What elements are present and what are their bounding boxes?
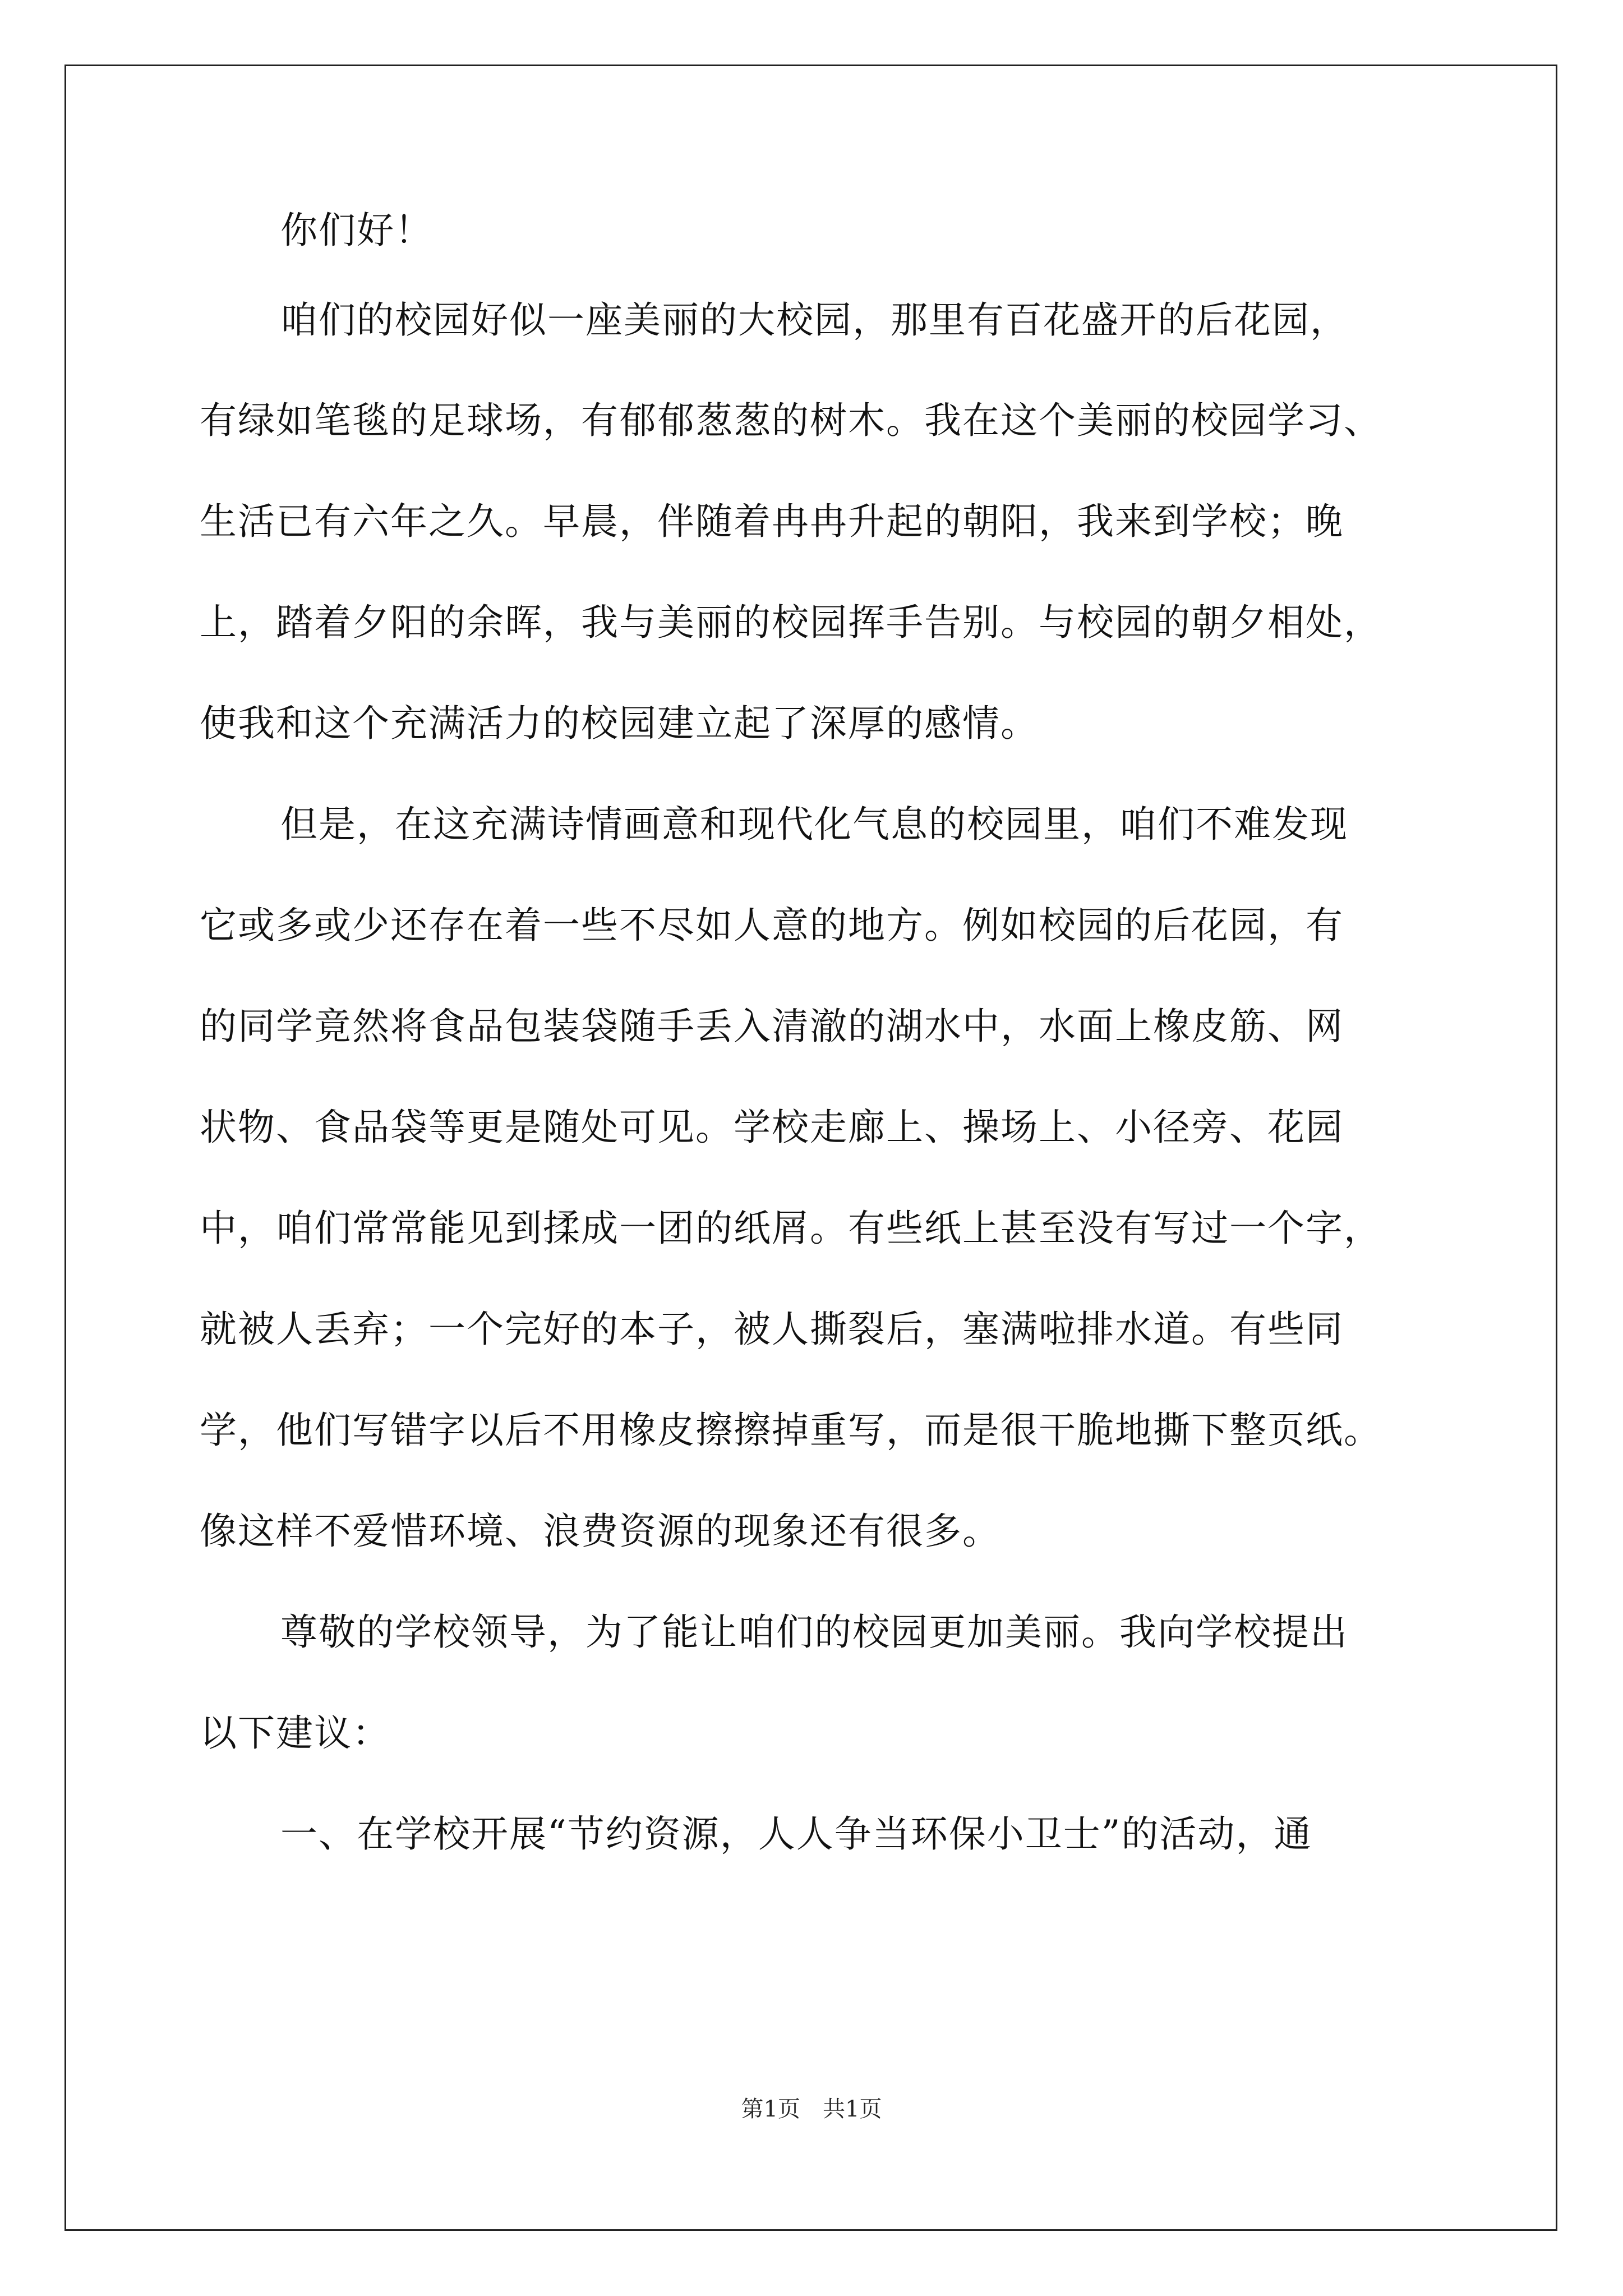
paragraph-2-line-2: 它或多或少还存在着一些不尽如人意的地方。例如校园的后花园，有 [200,904,1344,947]
paragraph-3-line-2: 以下建议： [200,1711,390,1755]
paragraph-2-line-4: 状物、食品袋等更是随处可见。学校走廊上、操场上、小径旁、花园 [200,1106,1344,1149]
paragraph-2-line-8: 像这样不爱惜环境、浪费资源的现象还有很多。 [200,1510,1000,1553]
paragraph-1-line-4: 上，踏着夕阳的余晖，我与美丽的校园挥手告别。与校园的朝夕相处， [200,601,1382,644]
paragraph-2-line-7: 学，他们写错字以后不用橡皮擦擦掉重写，而是很干脆地撕下整页纸。 [200,1409,1382,1452]
paragraph-1-line-3: 生活已有六年之久。早晨，伴随着冉冉升起的朝阳，我来到学校；晚 [200,500,1344,543]
page-number-footer: 第1页 共1页 [741,2096,882,2122]
paragraph-2-line-6: 就被人丢弃；一个完好的本子，被人撕裂后，塞满啦排水道。有些同 [200,1308,1344,1351]
paragraph-2-line-5: 中，咱们常常能见到揉成一团的纸屑。有些纸上甚至没有写过一个字， [200,1207,1382,1250]
paragraph-1-line-1: 咱们的校园好似一座美丽的大校园，那里有百花盛开的后花园， [280,298,1348,342]
paragraph-1-line-5: 使我和这个充满活力的校园建立起了深厚的感情。 [200,702,1039,745]
paragraph-1-line-2: 有绿如笔毯的足球场，有郁郁葱葱的树木。我在这个美丽的校园学习、 [200,399,1382,442]
paragraph-2-line-3: 的同学竟然将食品包装袋随手丢入清澈的湖水中，水面上橡皮筋、网 [200,1005,1344,1048]
paragraph-4-line-1: 一、在学校开展“节约资源，人人争当环保小卫士”的活动，通 [280,1812,1312,1856]
greeting: 你们好！ [280,209,433,252]
paragraph-2-line-1: 但是，在这充满诗情画意和现代化气息的校园里，咱们不难发现 [280,803,1348,846]
paragraph-3-line-1: 尊敬的学校领导，为了能让咱们的校园更加美丽。我向学校提出 [280,1611,1348,1654]
